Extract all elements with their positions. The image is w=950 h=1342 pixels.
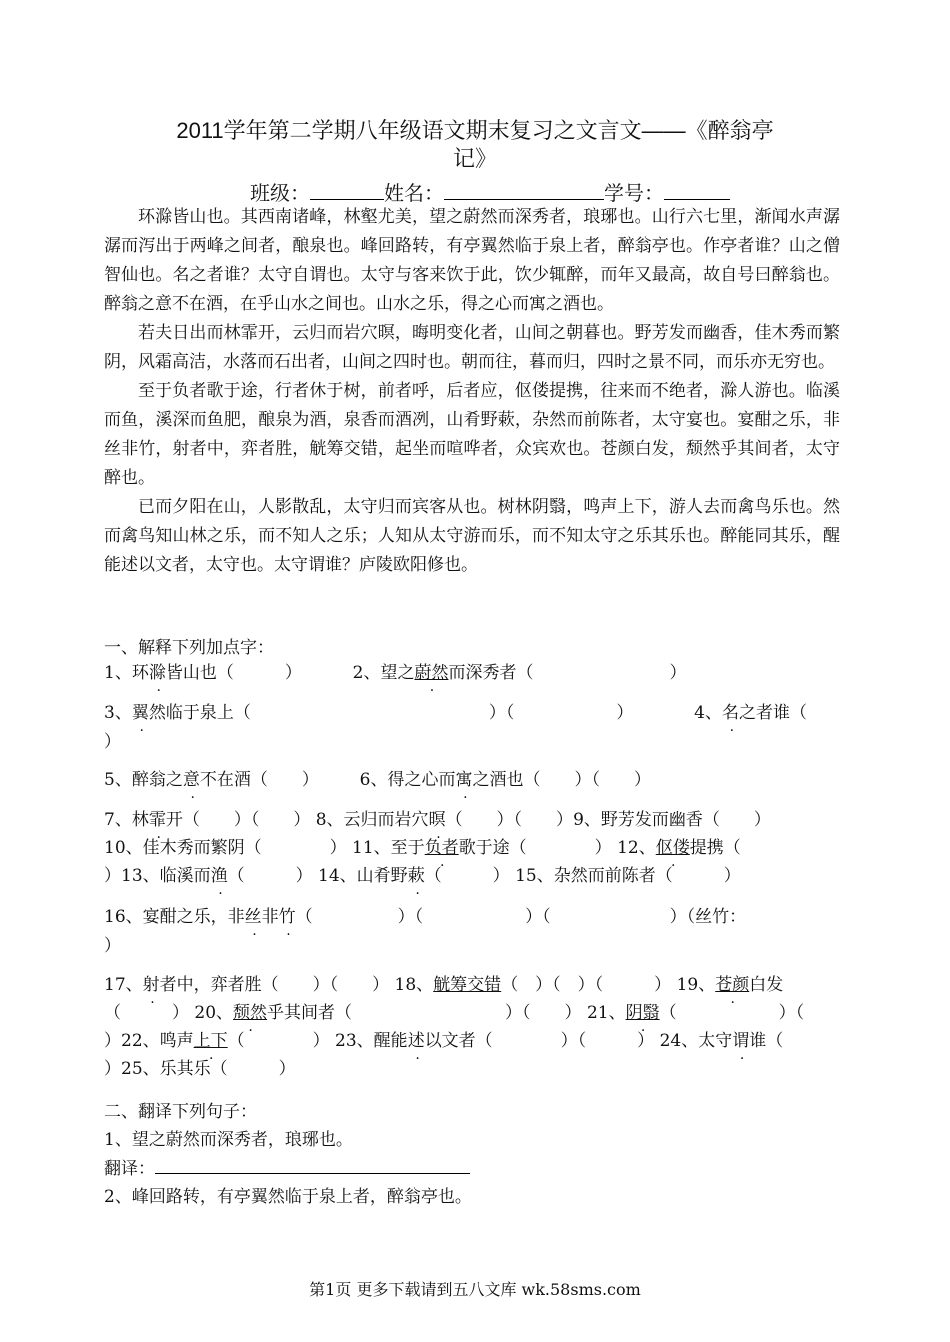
class-label: 班级： bbox=[250, 183, 310, 205]
name-field[interactable] bbox=[444, 181, 604, 200]
translation-item-2: 2、峰回路转，有亭翼然临于泉上者，醉翁亭也。 bbox=[104, 1187, 472, 1207]
name-label: 姓名： bbox=[384, 183, 444, 205]
question-row: 7、林霏开（ ）（ ） 8、云归而岩穴暝（ ）（ ）9、野芳发而幽香（ ） bbox=[104, 810, 771, 830]
passage-paragraph: 若夫日出而林霏开，云归而岩穴暝，晦明变化者，山间之朝暮也。野芳发而幽香，佳木秀而繁阴，风霜高洁，水落而石出者，山间之四时也。朝而往，暮而归，四时之景不同，而乐亦无穷也。 bbox=[104, 323, 840, 372]
question-row: 5、醉翁之意不在酒（ ） 6、得之心而寓之酒也（ ）（ ） bbox=[104, 770, 651, 790]
title-line-2: 记》 bbox=[452, 146, 497, 171]
translation-answer-field[interactable] bbox=[155, 1159, 470, 1174]
id-field[interactable] bbox=[664, 181, 730, 200]
page-title bbox=[100, 117, 850, 173]
section2-title: 二、翻译下列句子： bbox=[104, 1102, 257, 1122]
question-row: ） bbox=[104, 732, 121, 752]
class-field[interactable] bbox=[310, 181, 384, 200]
question-row: 1、环滁皆山也（ ） 2、望之蔚然而深秀者（ ） bbox=[104, 663, 687, 683]
page-footer: 第1页 更多下载请到五八文库 wk.58sms.com bbox=[309, 1280, 641, 1299]
question-row: 10、佳木秀而繁阴（ ） 11、至于负者歌于途（ ） 12、伛偻提携（ bbox=[104, 838, 741, 858]
question-row: ）22、鸣声上下（ ） 23、醒能述以文者（ ）（ ） 24、太守谓谁（ bbox=[104, 1031, 784, 1051]
question-row: 17、射者中，弈者胜（ ）（ ） 18、觥筹交错（ ）（ ）（ ） 19、苍颜白发 bbox=[104, 975, 784, 995]
question-row: （ ） 20、颓然乎其间者（ ）（ ） 21、阴翳（ ）（ bbox=[104, 1003, 805, 1023]
id-label: 学号： bbox=[604, 183, 664, 205]
question-row: 16、宴酣之乐，非丝非竹（ ）（ ）（ ）（丝竹： bbox=[104, 907, 747, 927]
question-row: ）25、乐其乐（ ） bbox=[104, 1059, 296, 1079]
student-info-row bbox=[180, 177, 800, 206]
title-line-1: 2011学年第二学期八年级语文期末复习之文言文——《醉翁亭 bbox=[176, 118, 774, 143]
question-row: ）13、临溪而渔（ ） 14、山肴野蔌（ ） 15、杂然而前陈者（ ） bbox=[104, 866, 741, 886]
passage bbox=[104, 203, 840, 580]
question-row: 3、翼然临于泉上（ ）（ ） 4、名之者谁（ bbox=[104, 703, 807, 723]
section1-title: 一、解释下列加点字： bbox=[104, 638, 274, 658]
passage-paragraph: 至于负者歌于途，行者休于树，前者呼，后者应，伛偻提携，往来而不绝者，滁人游也。临溪而鱼，溪深而鱼肥，酿泉为酒，泉香而酒冽，山肴野蔌，杂然而前陈者，太守宴也。宴酣之乐，非丝非竹，射者中，弈者胜，觥筹交错，起坐而喧哗者，众宾欢也。苍颜白发，颓然乎其间者，太守醉也。 bbox=[104, 381, 840, 488]
translation-answer-row bbox=[104, 1154, 844, 1179]
translation-item-1: 1、望之蔚然而深秀者，琅琊也。 bbox=[104, 1130, 353, 1150]
translation-label: 翻译： bbox=[104, 1159, 155, 1179]
passage-paragraph: 环滁皆山也。其西南诸峰，林壑尤美，望之蔚然而深秀者，琅琊也。山行六七里，渐闻水声潺潺而泻出于两峰之间者，酿泉也。峰回路转，有亭翼然临于泉上者，醉翁亭也。作亭者谁？山之僧智仙也。名之者谁？太守自谓也。太守与客来饮于此，饮少辄醉，而年又最高，故自号曰醉翁也。醉翁之意不在酒，在乎山水之间也。山水之乐，得之心而寓之酒也。 bbox=[104, 207, 840, 314]
passage-paragraph: 已而夕阳在山，人影散乱，太守归而宾客从也。树林阴翳，鸣声上下，游人去而禽鸟乐也。然而禽鸟知山林之乐，而不知人之乐；人知从太守游而乐，而不知太守之乐其乐也。醉能同其乐，醒能述以文者，太守也。太守谓谁？庐陵欧阳修也。 bbox=[104, 497, 840, 575]
question-row: ） bbox=[104, 936, 121, 956]
